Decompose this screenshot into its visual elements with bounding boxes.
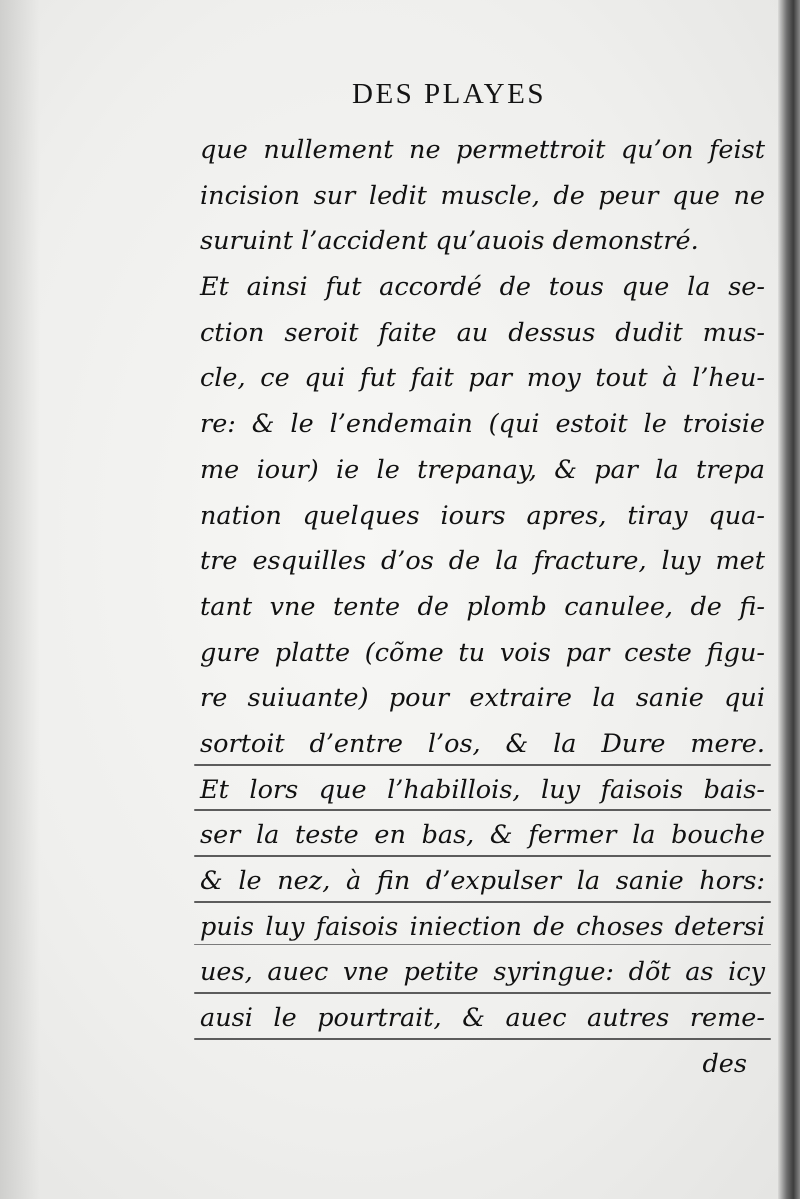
text-line: cle, ce qui fut fait par moy tout à l’heu-: [200, 363, 765, 394]
page-edge: [778, 0, 800, 1199]
catchword: des: [702, 1048, 747, 1079]
text-line: re suiuante) pour extraire la sanie qui: [200, 683, 765, 714]
text-line: ues, auec vne petite syringue: dõt as icy: [200, 950, 765, 996]
text-line: puis luy faisois iniection de choses detersi: [200, 905, 765, 951]
text-line: Et lors que l’habillois, luy faisois bais-: [200, 768, 765, 814]
text-line: sortoit d’entre l’os, & la Dure mere.: [200, 722, 765, 768]
text-line: tre esquilles d’os de la fracture, luy met: [200, 546, 765, 577]
binding-shadow: [0, 0, 40, 1199]
text-line: ausi le pourtrait, & auec autres reme-: [200, 996, 765, 1042]
handwritten-underline: [194, 764, 771, 766]
text-line: tant vne tente de plomb canulee, de fi-: [200, 591, 765, 622]
text-line: suruint l’accident qu’auois demonstré.: [200, 226, 699, 257]
handwritten-underline: [194, 809, 771, 811]
text-line: incision sur ledit muscle, de peur que ne: [200, 180, 765, 211]
text-line: gure platte (cõme tu vois par ceste figu-: [200, 637, 765, 668]
text-line: que nullement ne permettroit qu’on feist: [200, 135, 765, 165]
handwritten-underline: [194, 1038, 771, 1040]
text-line: Et ainsi fut accordé de tous que la se-: [200, 272, 765, 303]
handwritten-underline: [194, 992, 771, 994]
body-text: [200, 128, 765, 1087]
text-line: nation quelques iours apres, tiray qua-: [200, 500, 765, 531]
running-head: DES PLAYES: [352, 78, 546, 110]
text-line: ction seroit faite au dessus dudit mus-: [200, 317, 765, 348]
handwritten-underline: [194, 901, 771, 903]
text-line: re: & le l’endemain (qui estoit le troisie: [200, 409, 765, 440]
text-line: ser la teste en bas, & fermer la bouche: [200, 813, 765, 859]
text-line: & le nez, à fin d’expulser la sanie hors:: [200, 859, 765, 905]
handwritten-underline: [194, 855, 771, 857]
text-line: me iour) ie le trepanay, & par la trepa: [200, 454, 765, 485]
